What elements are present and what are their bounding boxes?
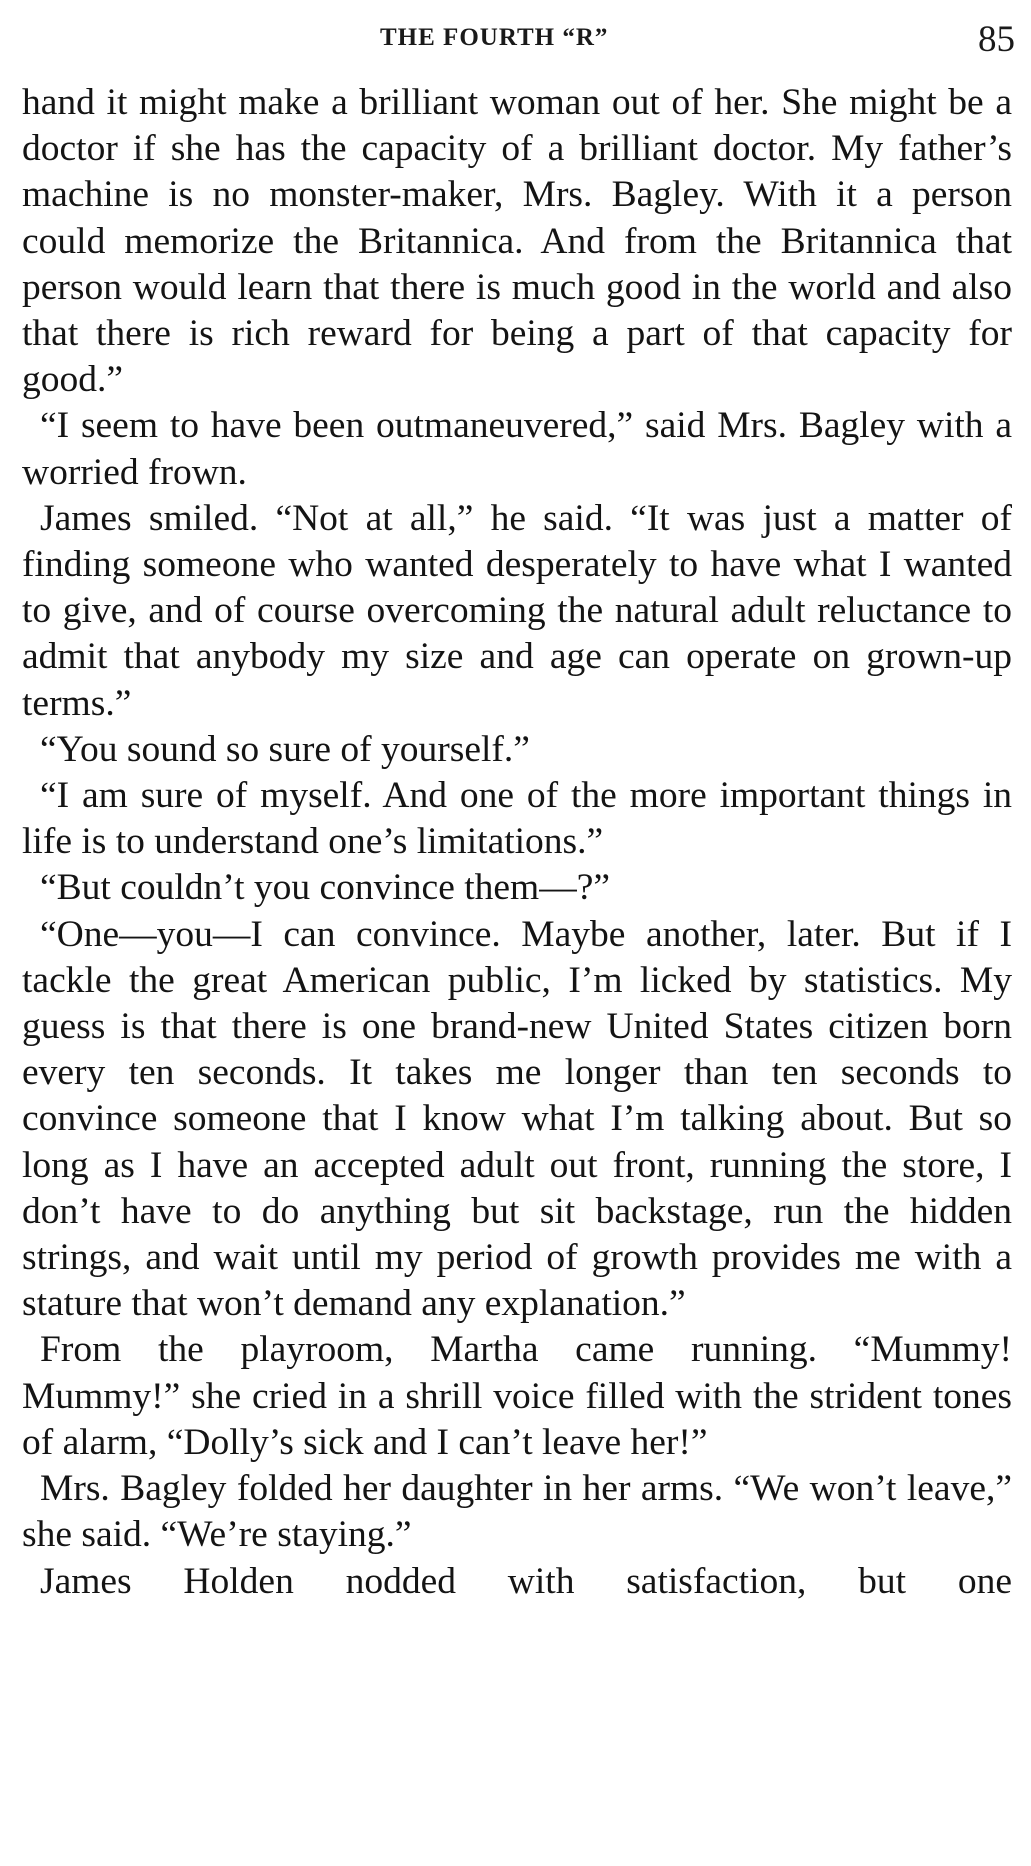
paragraph-continues: James Holden nodded with satisfaction, but one <box>40 1560 1012 1602</box>
paragraph: “One—you—I can convince. Maybe another, later. But if I tackle the great American public, I’m licked by statistics. My guess is that there is one brand-new United States citizen born every ten seconds. It takes me longer than ten seconds to convince someone that I know what I’m talking about. But so long as I have an accepted adult out front, running the store, I don’t have to do anything but sit backstage, run the hidden strings, and wait until my period of growth provides me with a stature that won’t demand any explanation.” <box>22 913 1012 1325</box>
paragraph: James smiled. “Not at all,” he said. “It was just a matter of finding someone who wanted desperately to have what I wanted to give, and of course overcoming the natural adult reluctance to admit that anybody my size and age can operate on grown-up terms.” <box>22 497 1012 724</box>
paragraph: From the playroom, Martha came running. “Mummy! Mummy!” she cried in a shrill voice filled with the strident tones of alarm, “Dolly’s sick and I can’t leave her!” <box>22 1329 1012 1463</box>
paragraph: “I seem to have been outmaneuvered,” said Mrs. Bagley with a worried frown. <box>22 405 1012 493</box>
running-title: THE FOURTH “R” <box>380 24 609 51</box>
paragraph: “You sound so sure of yourself.” <box>40 728 530 770</box>
paragraph-continued: hand it might make a brilliant woman out of her. She might be a doctor if she has the capacity of a brilliant doctor. My father’s machine is no monster-maker, Mrs. Bagley. With it a person could memorize the Britannica. And from the Britannica that person would learn that there is much good in the world and also that there is rich reward for being a part of that capacity for good.” <box>22 82 1012 401</box>
paragraph: “But couldn’t you convince them—?” <box>40 867 610 909</box>
paragraph: “I am sure of myself. And one of the more important things in life is to understand one’s limitations.” <box>22 775 1012 863</box>
page-number: 85 <box>978 19 1015 60</box>
paragraph: Mrs. Bagley folded her daughter in her arms. “We won’t leave,” she said. “We’re staying.” <box>22 1468 1012 1556</box>
body-text <box>22 80 1012 1605</box>
running-head <box>0 20 1031 60</box>
